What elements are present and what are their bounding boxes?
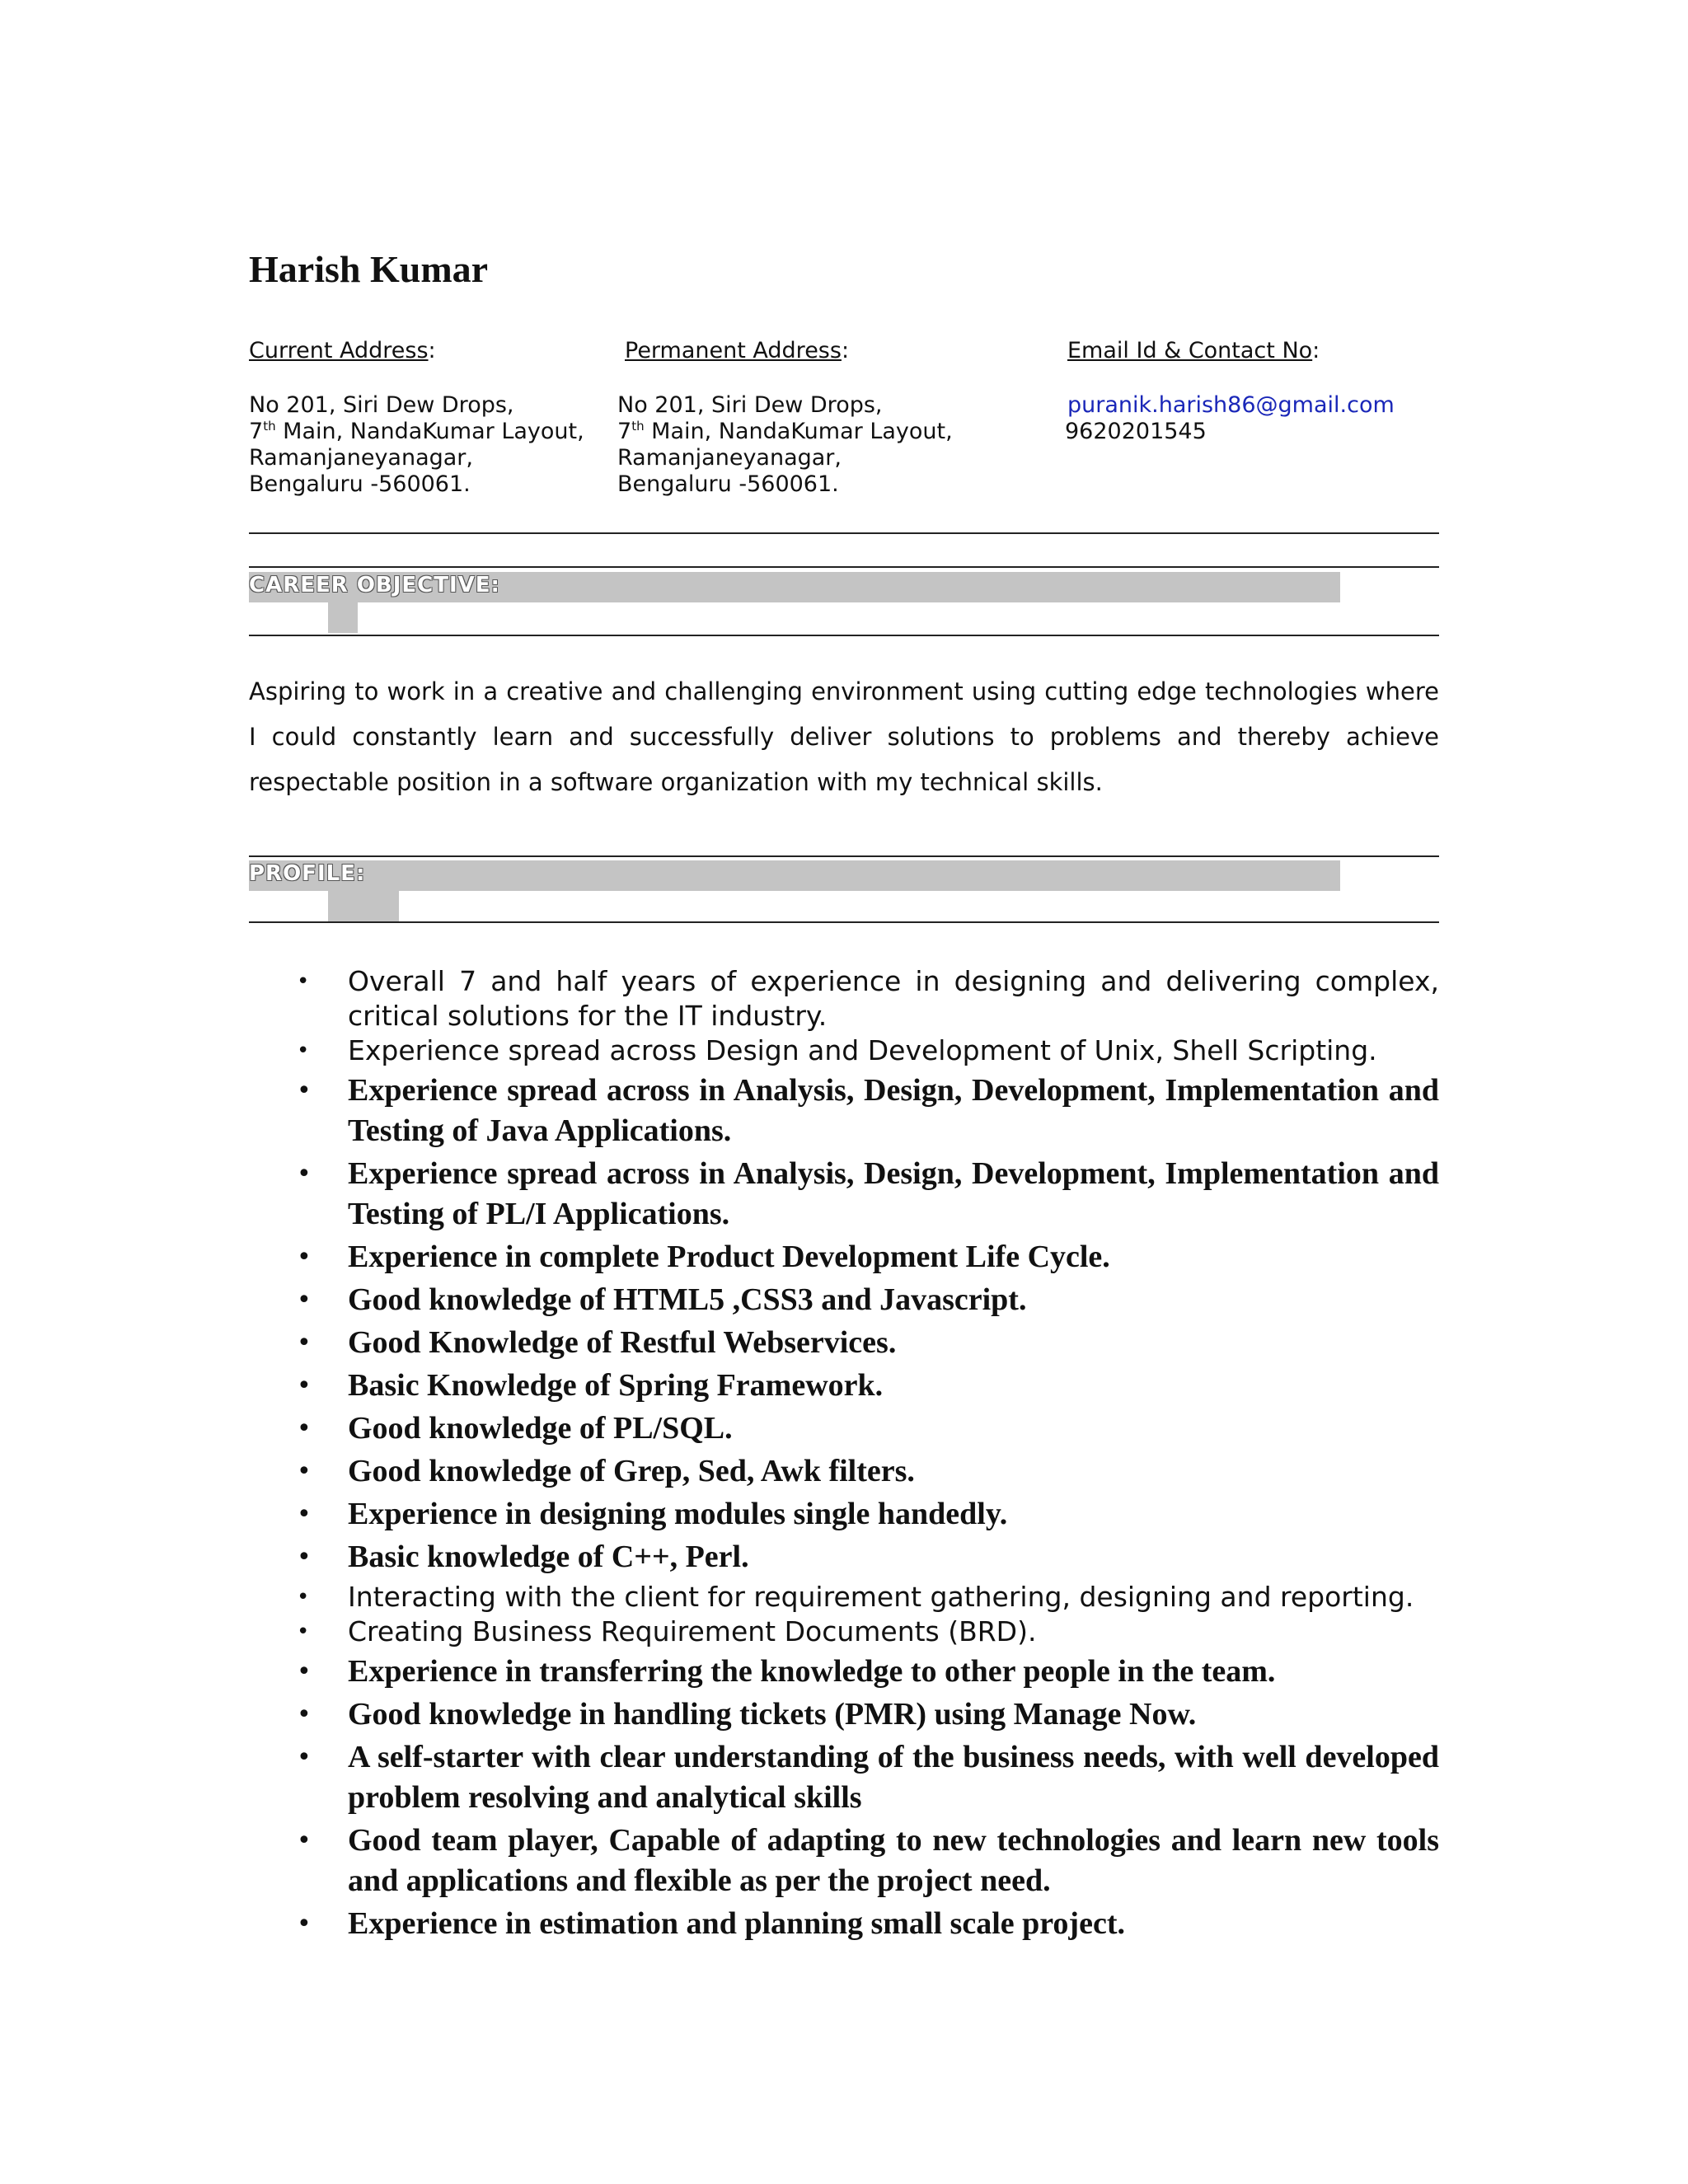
bullet-icon: • bbox=[297, 969, 310, 994]
bullet-icon: • bbox=[297, 1743, 312, 1772]
email-contact-block bbox=[1065, 392, 1395, 445]
list-item: • Good knowledge of HTML5 ,CSS3 and Javascript. bbox=[249, 1280, 1439, 1320]
divider bbox=[249, 855, 1439, 857]
current-address-line3: Ramanjaneyanagar, bbox=[249, 445, 473, 471]
bullet-icon: • bbox=[297, 1457, 312, 1486]
bullet-icon: • bbox=[297, 1160, 312, 1188]
bullet-icon: • bbox=[297, 1619, 310, 1644]
list-item: • Experience spread across Design and Development of Unix, Shell Scripting. bbox=[297, 1034, 1377, 1066]
list-item: • Creating Business Requirement Documents (BRD). bbox=[297, 1615, 1037, 1647]
list-item: • Good knowledge of Grep, Sed, Awk filters. bbox=[249, 1451, 1439, 1492]
permanent-address-line4: Bengaluru -560061. bbox=[617, 471, 839, 497]
current-address-header: Current Address: bbox=[249, 338, 436, 363]
current-address-block bbox=[249, 392, 584, 498]
divider bbox=[249, 635, 1439, 636]
current-address-label: Current Address bbox=[249, 338, 429, 363]
list-item: • Experience spread across in Analysis, Design, Development, Implementation and Testing of PL/I Applications. bbox=[249, 1154, 1439, 1235]
bullet-icon: • bbox=[297, 1371, 312, 1400]
career-objective-heading: CAREER OBJECTIVE: bbox=[249, 573, 500, 598]
section-bar-stub bbox=[328, 602, 358, 633]
email-contact-header: Email Id & Contact No: bbox=[1067, 338, 1320, 363]
permanent-address-header: Permanent Address: bbox=[625, 338, 850, 363]
bullet-icon: • bbox=[297, 1657, 312, 1686]
bullet-icon: • bbox=[297, 1826, 312, 1855]
bullet-icon: • bbox=[297, 1500, 312, 1529]
career-objective-text: Aspiring to work in a creative and challenging environment using cutting edge technologies where I could constantly learn and successfully deliver solutions to problems and thereby achieve respectable position in a software organization with my technical skills. bbox=[249, 677, 1439, 796]
bullet-icon: • bbox=[297, 1243, 312, 1272]
list-item: • Basic knowledge of C++, Perl. bbox=[249, 1537, 1439, 1577]
bullet-icon: • bbox=[297, 1286, 312, 1315]
permanent-address-line1: No 201, Siri Dew Drops, bbox=[617, 392, 883, 418]
divider bbox=[249, 566, 1439, 568]
list-item: • Good Knowledge of Restful Webservices. bbox=[249, 1323, 1439, 1363]
section-bar-stub bbox=[328, 891, 399, 921]
list-item: • Experience spread across in Analysis, Design, Development, Implementation and Testing of Java Applications. bbox=[249, 1071, 1439, 1151]
list-item: • Interacting with the client for requirement gathering, designing and reporting. bbox=[297, 1581, 1414, 1613]
list-item: • Experience in complete Product Development Life Cycle. bbox=[249, 1237, 1439, 1277]
list-item: • Overall 7 and half years of experience in designing and delivering complex, critical solutions for the IT industry. bbox=[297, 965, 1439, 1032]
list-item: • A self-starter with clear understanding of the business needs, with well developed problem resolving and analytical skills bbox=[249, 1737, 1439, 1818]
current-address-line2: 7th Main, NandaKumar Layout, bbox=[249, 419, 584, 444]
bullet-icon: • bbox=[297, 1414, 312, 1443]
permanent-address-line2: 7th Main, NandaKumar Layout, bbox=[617, 419, 953, 444]
bullet-icon: • bbox=[297, 1076, 312, 1105]
divider bbox=[249, 921, 1439, 923]
email-link[interactable]: puranik.harish86@gmail.com bbox=[1067, 392, 1395, 418]
current-address-line4: Bengaluru -560061. bbox=[249, 471, 471, 497]
bullet-icon: • bbox=[297, 1700, 312, 1729]
profile-heading: PROFILE: bbox=[249, 861, 366, 886]
list-item: • Basic Knowledge of Spring Framework. bbox=[249, 1366, 1439, 1406]
profile-list bbox=[249, 964, 1439, 1947]
email-contact-label: Email Id & Contact No bbox=[1067, 338, 1313, 363]
list-item: • Experience in transferring the knowledge to other people in the team. bbox=[249, 1652, 1439, 1692]
resume-name: Harish Kumar bbox=[249, 248, 489, 290]
bullet-icon: • bbox=[297, 1585, 310, 1610]
permanent-address-block bbox=[617, 392, 953, 498]
current-address-line1: No 201, Siri Dew Drops, bbox=[249, 392, 514, 418]
phone-number: 9620201545 bbox=[1065, 419, 1207, 444]
list-item: • Good knowledge of PL/SQL. bbox=[249, 1408, 1439, 1449]
bullet-icon: • bbox=[297, 1329, 312, 1357]
list-item: • Experience in designing modules single handedly. bbox=[249, 1494, 1439, 1535]
permanent-address-line3: Ramanjaneyanagar, bbox=[617, 445, 842, 471]
list-item: • Experience in estimation and planning small scale project. bbox=[249, 1904, 1439, 1944]
list-item: • Good team player, Capable of adapting to new technologies and learn new tools and applications and flexible as per the project need. bbox=[249, 1821, 1439, 1901]
divider bbox=[249, 532, 1439, 534]
bullet-icon: • bbox=[297, 1543, 312, 1572]
section-bar bbox=[249, 860, 1340, 891]
permanent-address-label: Permanent Address bbox=[625, 338, 842, 363]
bullet-icon: • bbox=[297, 1910, 312, 1938]
bullet-icon: • bbox=[297, 1038, 310, 1063]
list-item: • Good knowledge in handling tickets (PMR) using Manage Now. bbox=[249, 1694, 1439, 1735]
